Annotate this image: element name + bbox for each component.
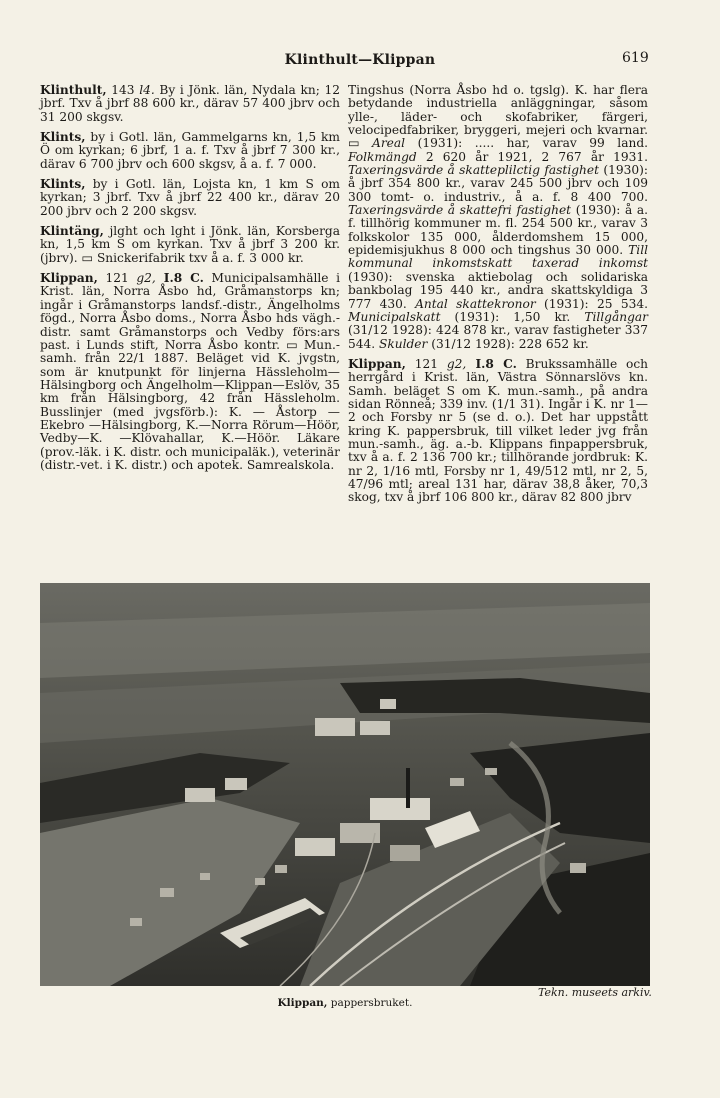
entry-text: 121 [405,356,447,371]
entry-text: 143 [106,83,140,97]
caption-text: pappersbruket. [327,997,413,1009]
entry-text: (1931): 25 534. [535,296,648,311]
left-column [40,84,340,479]
entry-italic: Municipalskatt [348,309,441,324]
entry-italic: g2, [446,356,467,371]
entry-text: (1930): svenska aktiebolag och solidariska bankbolag 195 440 kr., andra skattskyldiga 3 777 430. [348,269,648,311]
entry-klinthult [40,84,340,124]
headword: Klippan, [348,356,406,371]
entry-italic: Till kommunal inkomstskatt taxerad inkomst [348,243,648,271]
entry-italic: Taxeringsvärde å skatteplilctig fastighet [348,163,599,178]
entry-text: (1931): ..... har, varav 99 land. [405,136,648,151]
entry-italic: g2, [136,271,156,286]
headword: Klints, [40,177,86,192]
entry-text: Brukssamhälle och herrgård i Krist. län, Västra Sönnarslövs kn. Samh. beläget S om K. mun.-samh., på andra sidan Rönneå; 339 inv. (1/1 31). Ingår i K. nr 1—2 och Forsby nr 5 (se d. o.). Det har uppstått kring K. pappersbruk, till vilket leder jvg från mun.-samh., äg. a.-b. Klippans finpappersbruk, txv å a. f. 2 136 700 kr.; tillhörande jordbruk: K. nr 2, 1/16 mtl, Forsby nr 1, 49/512 mtl, nr 2, 5, 47/96 mtl; areal 131 har, därav 38,8 åker, 70,3 skog, txv å jbrf 106 800 kr., därav 82 800 jbrv [348,356,648,505]
entry-klintang [40,225,340,265]
entry-italic: Folkmängd [348,149,417,164]
entry-text: (1931): 1,50 kr. [440,309,585,324]
entry-italic: Areal [372,136,406,151]
entry-text: jlght och lght i Jönk. län, Korsberga kn, 1,5 km S om kyrkan. Txv å jbrf 3 200 kr. (jbrv). ▭ Snickerifabrik txv å a. f. 3 000 kr. [40,224,340,265]
entry-italic: Skulder [379,336,428,351]
mill-chimney [406,768,410,808]
entry-text: by i Gotl. län, Lojsta kn, 1 km S om kyrkan; 3 jbrf. Txv å jbrf 22 400 kr., därav 20 200 jbrv och 2 200 skgsv. [40,177,340,218]
entry-text: (31/12 1928): 424 878 kr., varav fastigheter 337 544. [348,323,648,351]
entry-klints-lojsta [40,178,340,218]
right-column [348,84,648,512]
entry-klippan-municipal [40,272,340,472]
entry-text: 121 [97,271,137,286]
photo-caption [40,997,650,1009]
entry-bold: I.8 C. [155,271,204,286]
headword: Klintäng, [40,224,104,239]
entry-italic: Taxeringsvärde å skattefri fastighet [348,203,572,218]
headword: Klippan, [40,271,98,286]
entry-text: By i Jönk. län, Nydala kn; 12 jbrf. Txv å jbrf 88 600 kr., därav 57 400 jbrv och 31 200 skgsv. [40,83,340,124]
entry-text: Municipalsamhälle i Krist. län, Norra Åsbo hd, Gråmanstorps kn; ingår i Gråmanstorps landsf.-distr., Ängelholms fögd., Norra Åsbo doms., Norra Åsbo hds vägh.-distr. samt Gråmanstorps och Vedby förs:ars past. i Lunds stift, Norra Åsbo kontr. ▭ Mun.-samh. från 22/1 1887. Beläget vid K. jvgstn, som är knutpunkt för linjerna Hässleholm—Hälsingborg och Ängelholm—Klippan—Eslöv, 35 km från Hälsingborg, 42 från Hässleholm. Busslinjer (med jvgsförb.): K. — Åstorp — Ekebro —Hälsingborg, K.—Norra Rörum—Höör, Vedby—K. —Klövahallar, K.—Höör. Läkare (prov.-läk. i K. distr. och municipaläk.), veterinär (distr.-vet. i K. distr.) och apotek. Samrealskola. [40,271,340,472]
entry-text: (1930): å jbrf 354 800 kr., varav 245 500 jbrv och 109 300 tomt- o. industriv., å a. f. 8 400 700. [348,163,648,204]
aerial-photo-klippan-paper-mill [40,583,650,986]
page-number: 619 [622,50,649,66]
entry-klints-gammelgarn [40,131,340,171]
entry-text: 2 620 år 1921, 2 767 år 1931. [416,149,648,164]
photo-credit: Tekn. museets arkiv. [538,986,652,999]
entry-text: (31/12 1928): 228 652 kr. [427,336,589,351]
running-title: Klinthult—Klippan [284,52,436,68]
entry-text: (1930): å a. f. tillhörig kommuner m. fl. 254 500 kr., varav 3 folkskolor 135 000, ålderdomshem 15 000, epidemisjukhus 8 000 och tingshus 30 000. [348,203,648,258]
caption-title: Klippan, [277,997,328,1009]
entry-italic: l4. [139,83,155,97]
entry-klippan-bruk [348,358,648,505]
headword: Klints, [40,130,86,145]
entry-klippan-continued [348,84,648,351]
entry-text: Tingshus (Norra Åsbo hd o. tgslg). K. har flera betydande industriella anläggningar, såsom ylle-, läder- och skofabriker, färgeri, velocipedfabriker, bryggeri, mejeri och kvarnar. ▭ [348,83,648,151]
headword: Klinthult, [40,83,107,97]
entry-italic: Antal skattekronor [415,296,536,311]
entry-text: by i Gotl. län, Gammelgarns kn, 1,5 km Ö om kyrkan; 6 jbrf, 1 a. f. Txv å jbrf 7 300 kr., därav 6 700 jbrv och 600 skgsv, å a. f. 7 000. [40,130,340,171]
entry-bold: I.8 C. [466,356,517,371]
entry-italic: Tillgångar [584,309,648,324]
